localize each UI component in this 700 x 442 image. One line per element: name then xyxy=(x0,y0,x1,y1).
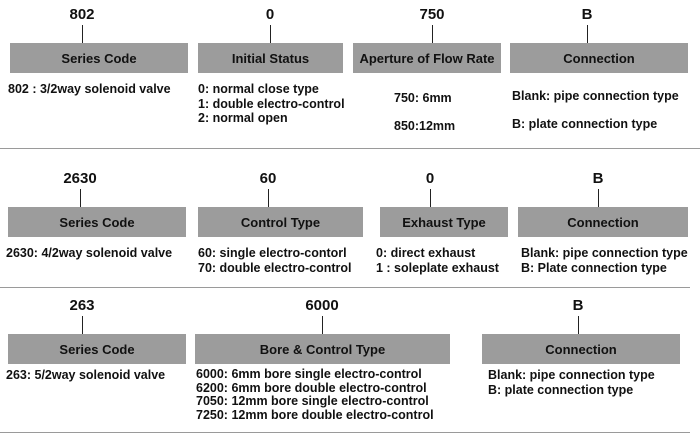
exhaust-type-description: 0: direct exhaust 1 : soleplate exhaust xyxy=(376,246,499,275)
initial-status-label: Initial Status xyxy=(198,43,343,73)
connector-line xyxy=(322,316,323,334)
flow-rate-label: Aperture of Flow Rate xyxy=(353,43,501,73)
section-divider xyxy=(0,148,700,149)
series-code-description: 2630: 4/2way solenoid valve xyxy=(6,246,173,260)
series-code-value: 2630 xyxy=(63,170,97,187)
connection-description: Blank: pipe connection type B: Plate connection type xyxy=(521,246,688,275)
series-code-description: 802 : 3/2way solenoid valve xyxy=(8,82,171,96)
series-code-label: Series Code xyxy=(8,334,186,364)
connector-line xyxy=(80,189,81,207)
series-code-value: 263 xyxy=(69,297,95,314)
connector-line xyxy=(82,25,83,43)
section-divider xyxy=(0,432,690,433)
flow-rate-value: 750 xyxy=(419,6,445,23)
connection-value: B xyxy=(572,297,584,314)
connector-line xyxy=(82,316,83,334)
connection-label: Connection xyxy=(518,207,688,237)
exhaust-type-label: Exhaust Type xyxy=(380,207,508,237)
control-type-label: Control Type xyxy=(198,207,363,237)
connection-description: Blank: pipe connection type B: plate connection type xyxy=(512,89,679,131)
connector-line xyxy=(270,25,271,43)
connection-label: Connection xyxy=(510,43,688,73)
flow-rate-description: 750: 6mm 850:12mm xyxy=(394,91,456,133)
bore-control-description: 6000: 6mm bore single electro-control 6200: 6mm bore double electro-control 7050: 12mm bore single electro-control 7250: 12mm bore double electro-control xyxy=(196,367,434,422)
series-code-label: Series Code xyxy=(10,43,188,73)
connection-description: Blank: pipe connection type B: plate connection type xyxy=(488,368,655,397)
exhaust-type-value: 0 xyxy=(425,170,435,187)
connection-label: Connection xyxy=(482,334,680,364)
section-divider xyxy=(0,287,690,288)
connector-line xyxy=(432,25,433,43)
connector-line xyxy=(268,189,269,207)
bore-control-value: 6000 xyxy=(305,297,339,314)
control-type-value: 60 xyxy=(259,170,277,187)
connection-value: B xyxy=(592,170,604,187)
control-type-description: 60: single electro-contorl 70: double electro-control xyxy=(198,246,352,275)
series-code-value: 802 xyxy=(69,6,95,23)
initial-status-description: 0: normal close type 1: double electro-control 2: normal open xyxy=(198,82,345,125)
connector-line xyxy=(578,316,579,334)
series-code-label: Series Code xyxy=(8,207,186,237)
bore-control-label: Bore & Control Type xyxy=(195,334,450,364)
connection-value: B xyxy=(581,6,593,23)
connector-line xyxy=(598,189,599,207)
connector-line xyxy=(430,189,431,207)
connector-line xyxy=(587,25,588,43)
series-code-description: 263: 5/2way solenoid valve xyxy=(6,368,166,382)
initial-status-value: 0 xyxy=(265,6,275,23)
